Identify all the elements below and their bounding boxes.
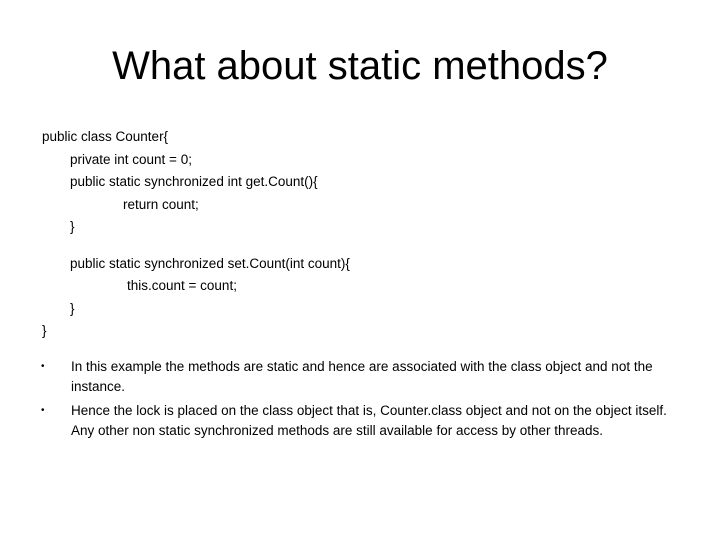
bullet-list	[42, 357, 682, 445]
code-line-class-declaration: public class Counter{	[42, 129, 169, 144]
code-line-setcount-signature: public static synchronized set.Count(int count){	[70, 255, 350, 271]
bullet-text: In this example the methods are static and hence are associated with the class object and not the instance.	[71, 359, 653, 394]
code-line-getcount-signature: public static synchronized int get.Count(){	[70, 174, 318, 189]
code-line-assignment: this.count = count;	[127, 278, 237, 293]
code-line-getcount-close: }	[70, 219, 75, 234]
code-blank-line	[42, 239, 682, 253]
code-line-count-field: private int count = 0;	[70, 151, 192, 167]
code-line-class-close: }	[42, 323, 47, 338]
bullet-icon: •	[41, 361, 45, 372]
slide-title: What about static methods?	[112, 44, 608, 88]
code-line-setcount-close: }	[70, 300, 75, 316]
code-snippet	[42, 126, 682, 343]
bullet-icon: •	[41, 405, 45, 416]
bullet-text: Hence the lock is placed on the class object that is, Counter.class object and not on the object itself. Any other non static synchronized methods are still available for access by other threads.	[71, 403, 667, 438]
bullet-item-static-methods	[42, 357, 682, 396]
bullet-item-class-lock	[42, 401, 682, 440]
code-line-return-statement: return count;	[123, 196, 199, 212]
